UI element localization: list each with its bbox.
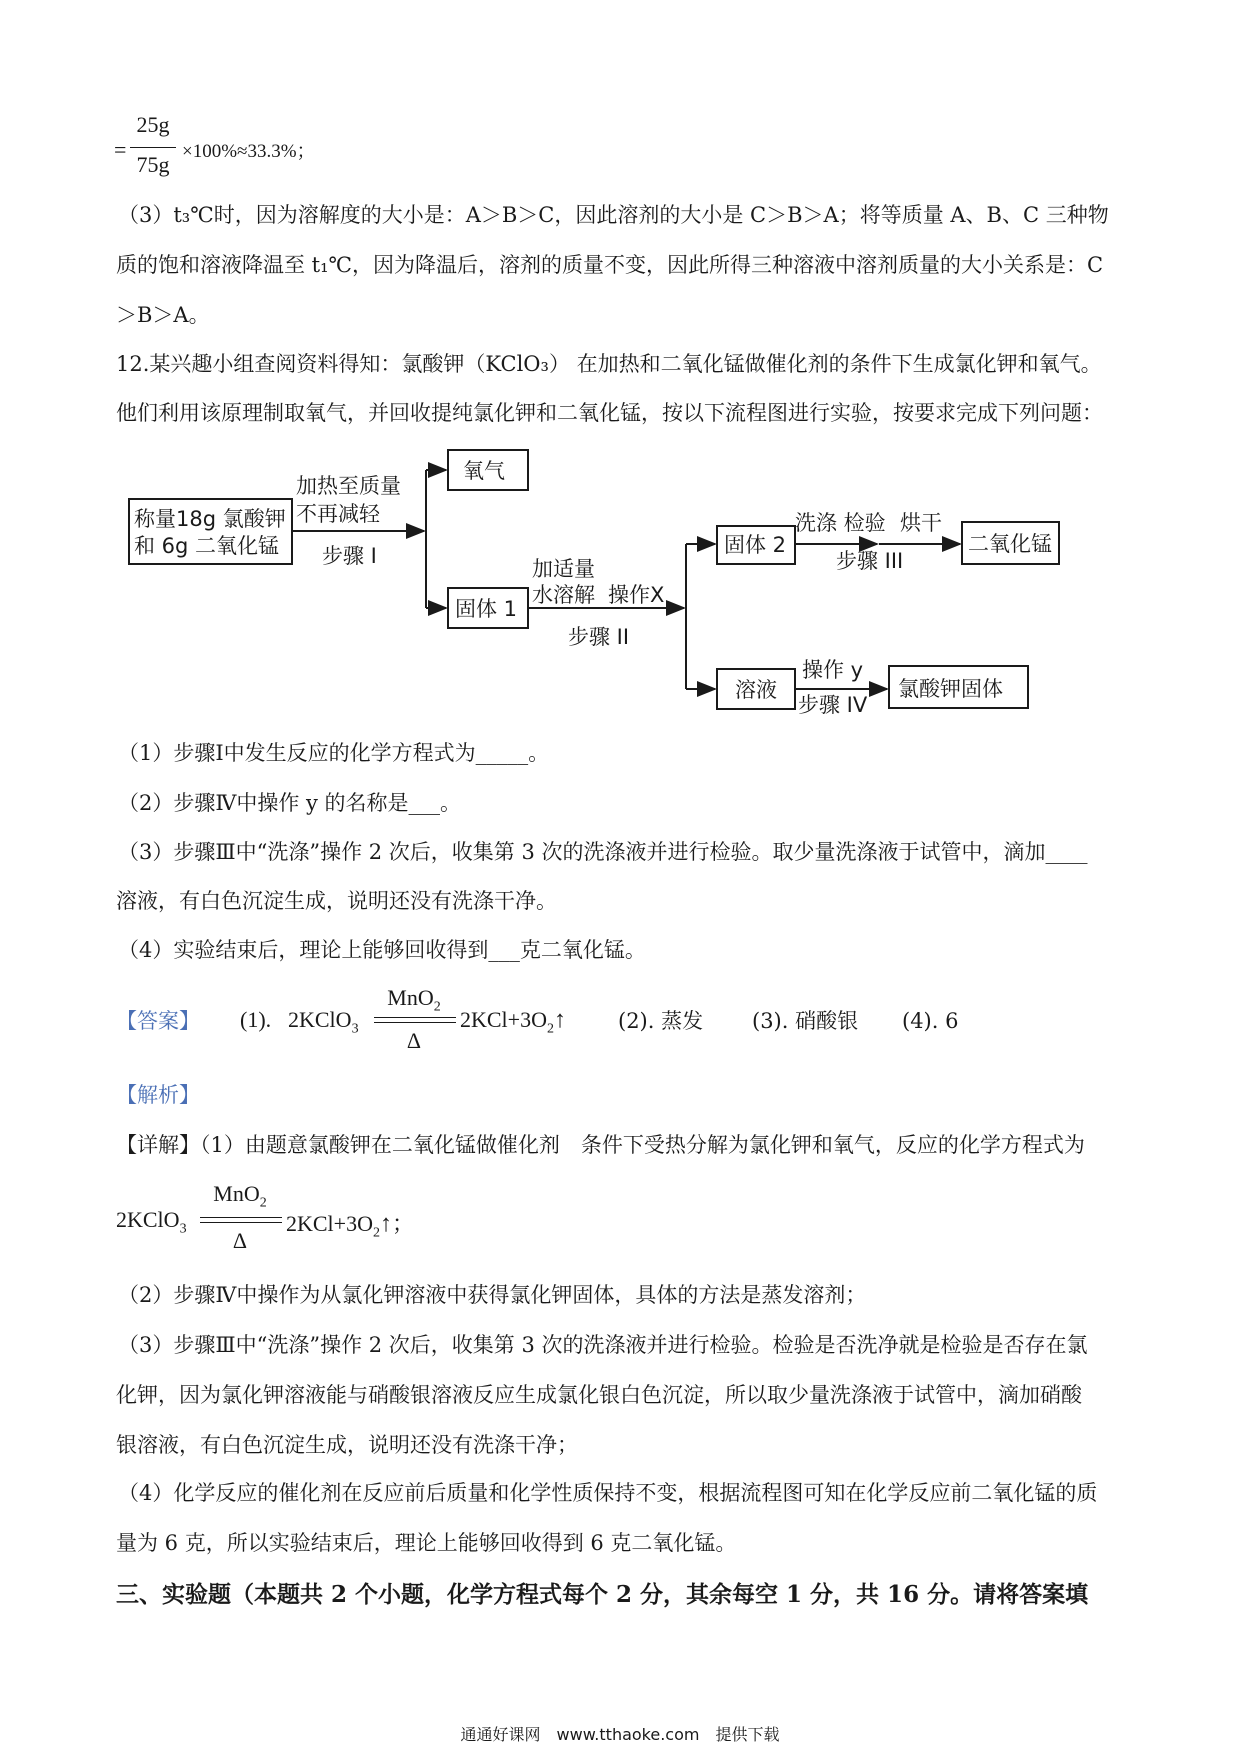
sub-question-2: （2）步骤Ⅳ中操作 y 的名称是___。: [118, 791, 462, 815]
detail-line-4: 化钾，因为氯化钾溶液能与硝酸银溶液反应生成氯化银白色沉淀，所以取少量洗涤液于试管中，滴加硝酸: [116, 1383, 1082, 1407]
answer-4: (4). 6: [902, 1009, 959, 1033]
sub-question-1: （1）步骤Ⅰ中发生反应的化学方程式为_____。: [118, 741, 550, 765]
answer-2: (2). 蒸发: [618, 1009, 704, 1033]
prev-answer-line-1: （3）t₃℃时，因为溶解度的大小是：A＞B＞C，因此溶剂的大小是 C＞B＞A；将等质量 A、B、C 三种物: [118, 203, 1109, 227]
footer: 通通好课网 www.tthaoke.com 提供下载: [460, 1725, 780, 1744]
detail-line-5: 银溶液，有白色沉淀生成，说明还没有洗涤干净；: [116, 1433, 578, 1457]
step1-label: 步骤 I: [322, 544, 377, 568]
fraction-numerator: 25g: [136, 112, 170, 137]
solid1-label: 固体 1: [455, 597, 518, 621]
detail-product: $2KCl+3O_2↑$；: [286, 1211, 414, 1241]
formula-prefix: =: [114, 137, 127, 162]
reaction-double-line: [374, 1017, 456, 1023]
prev-answer-line-3: ＞B＞A。: [116, 303, 210, 327]
detail-line-2: （2）步骤Ⅳ中操作为从氯化钾溶液中获得氯化钾固体，具体的方法是蒸发溶剂；: [118, 1283, 867, 1307]
answer-3: (3). 硝酸银: [752, 1009, 859, 1033]
detail-reactant: 2KClO$_3$: [116, 1207, 187, 1237]
detail-line-6: （4）化学反应的催化剂在反应前后质量和化学性质保持不变，根据流程图可知在化学反应前二氧化锰的质: [118, 1481, 1098, 1505]
top-fraction: [114, 112, 414, 192]
oxygen-label: 氧气: [463, 459, 505, 483]
question-line-1: 12.某兴趣小组查阅资料得知：氯酸钾（KClO₃） 在加热和二氧化锰做催化剂的条件下生成氯化钾和氧气。: [116, 352, 1102, 376]
fraction-denominator: 75g: [136, 152, 170, 177]
arrow1-label-2: 不再减轻: [296, 502, 380, 526]
flowchart: [0, 440, 1240, 730]
mno2-label: 二氧化锰: [968, 532, 1052, 556]
arrow2-label-1: 加适量: [532, 557, 595, 581]
detail-line-3: （3）步骤Ⅲ中“洗涤”操作 2 次后，收集第 3 次的洗涤液并进行检验。检验是否洗净就是检验是否存在氯: [118, 1333, 1088, 1357]
answer-label: 【答案】: [116, 1009, 200, 1033]
detail-catalyst: MnO$_2$: [213, 1181, 267, 1211]
fraction-bar: [130, 147, 176, 148]
detail-double-line: [200, 1217, 282, 1223]
arrow2-label-2: 水溶解: [532, 583, 595, 607]
step3-label: 步骤 III: [836, 549, 904, 573]
reactant: 2KClO$_3$: [288, 1007, 359, 1037]
solid2-label: 固体 2: [724, 533, 787, 557]
solution-label: 溶液: [735, 678, 777, 702]
sub-question-3b: 溶液，有白色沉淀生成，说明还没有洗涤干净。: [116, 889, 557, 913]
wash-label: 洗涤 检验: [795, 511, 886, 535]
product: $2KCl+3O_2↑$: [460, 1007, 566, 1037]
detail-condition: Δ: [232, 1228, 248, 1253]
detail-equation: [116, 1175, 436, 1265]
detail-line-1: 【详解】（1）由题意氯酸钾在二氧化锰做催化剂 条件下受热分解为氯化钾和氧气，反应的化学方程式为: [116, 1133, 1085, 1157]
question-line-2: 他们利用该原理制取氧气，并回收提纯氯化钾和二氧化锰，按以下流程图进行实验，按要求完成下列问题：: [116, 401, 1103, 425]
analysis-label: 【解析】: [116, 1083, 200, 1107]
section-title: 三、实验题（本题共 2 个小题，化学方程式每个 2 分，其余每空 1 分，共 16 分。请将答案填: [116, 1581, 1089, 1608]
dry-label: 烘干: [900, 511, 942, 535]
step2-label: 步骤 II: [568, 625, 630, 649]
opx-label: 操作X: [608, 583, 665, 607]
opy-label: 操作 y: [802, 658, 864, 682]
answer-equation: [240, 975, 600, 1065]
kcl-label: 氯酸钾固体: [898, 677, 1003, 701]
detail-line-7: 量为 6 克，所以实验结束后，理论上能够回收得到 6 克二氧化锰。: [116, 1531, 737, 1555]
start-label-1: 称量18g 氯酸钾: [134, 507, 286, 531]
answer-1-prefix: (1).: [240, 1007, 272, 1032]
sub-question-3a: （3）步骤Ⅲ中“洗涤”操作 2 次后，收集第 3 次的洗涤液并进行检验。取少量洗涤液于试管中，滴加____: [118, 840, 1088, 864]
prev-answer-line-2: 质的饱和溶液降温至 t₁℃，因为降温后，溶剂的质量不变，因此所得三种溶液中溶剂质量的大小关系是：C: [116, 253, 1104, 277]
step4-label: 步骤 IV: [798, 693, 868, 717]
sub-question-4: （4）实验结束后，理论上能够回收得到___克二氧化锰。: [118, 938, 646, 962]
catalyst-label: MnO$_2$: [387, 985, 441, 1015]
arrow1-label-1: 加热至质量: [296, 474, 401, 498]
formula-suffix: ×100%≈33.3%；: [182, 141, 316, 162]
condition-label: Δ: [406, 1028, 422, 1053]
start-label-2: 和 6g 二氧化锰: [134, 534, 280, 558]
